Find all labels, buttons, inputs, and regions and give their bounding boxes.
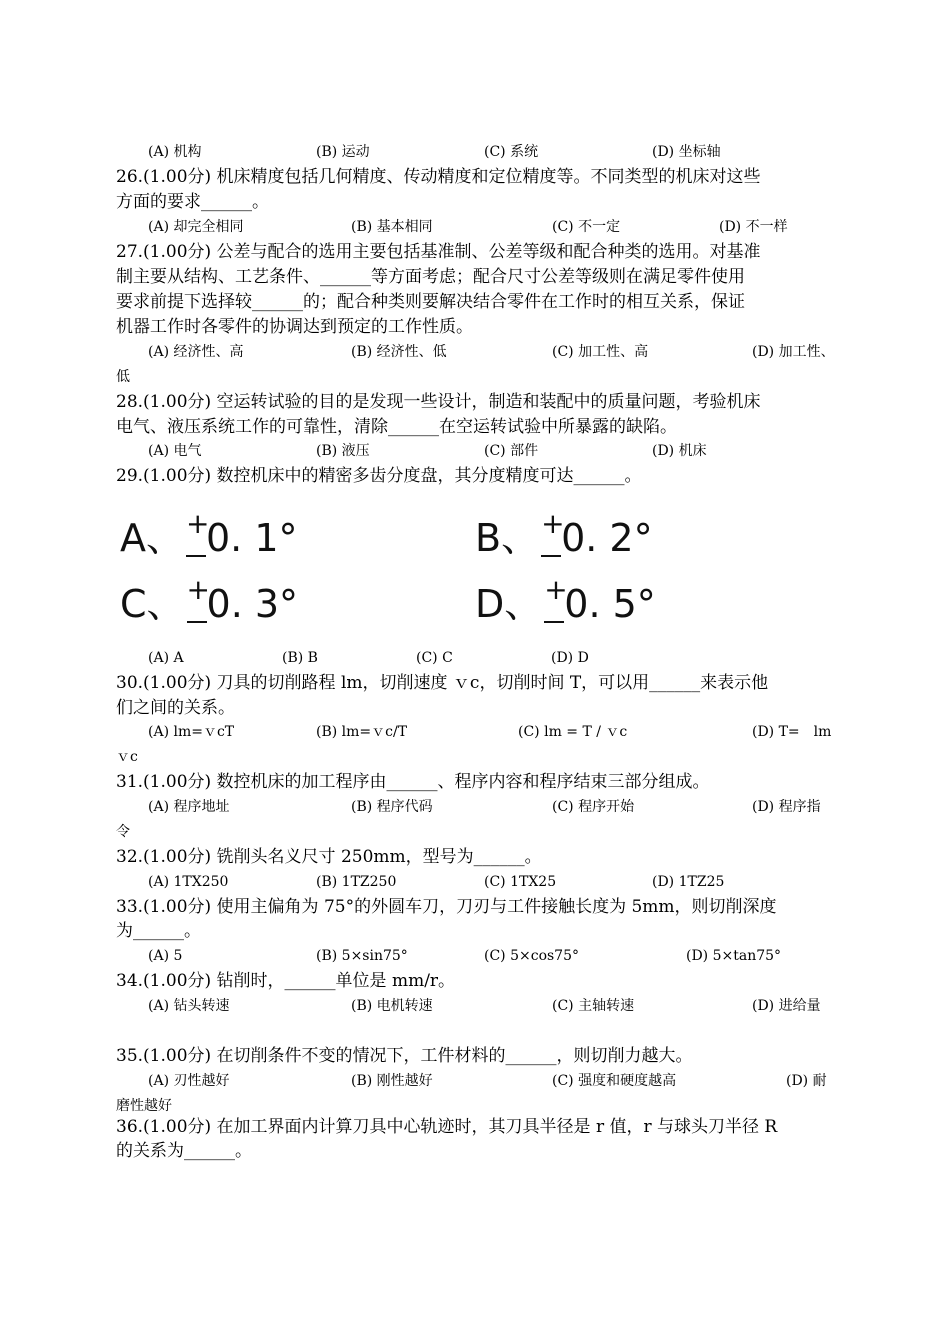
option-c: (C) 强度和硬度越高: [552, 1073, 677, 1089]
option-a: (A) 刃性越好: [148, 1073, 230, 1089]
q27-text-line-4: 机器工作时各零件的协调达到预定的工作性质。: [116, 317, 473, 337]
option-c: (C) 部件: [484, 443, 539, 459]
q32-text-line-1: 32.(1.00分) 铣削头名义尺寸 250mm，型号为______。: [116, 847, 542, 867]
option-c: (C) 5×cos75°: [484, 948, 579, 964]
option-c: (C) 程序开始: [552, 799, 635, 815]
option-d: (D) D: [551, 650, 589, 666]
option-b: (B) 5×sin75°: [316, 948, 408, 964]
figure-option-d: [475, 573, 656, 626]
q34-options: [116, 996, 846, 1016]
option-d: (D) 耐: [786, 1073, 827, 1089]
option-c: (C) C: [416, 650, 453, 666]
option-d: (D) 不一样: [719, 219, 788, 235]
option-b: (B) 电机转速: [351, 998, 433, 1014]
option-d: (D) T= lm: [752, 724, 832, 740]
q29-figure: [120, 505, 680, 635]
option-b: (B) lm=ｖc/T: [316, 724, 408, 740]
option-c: (C) 主轴转速: [552, 998, 635, 1014]
figure-label: A、: [120, 516, 184, 560]
q29-text-line-1: 29.(1.00分) 数控机床中的精密多齿分度盘，其分度精度可达______。: [116, 466, 642, 486]
q33-text-line-2: 为______。: [116, 921, 201, 941]
option-d: (D) 加工性、: [752, 344, 835, 360]
q31-options: [116, 797, 846, 817]
option-a: (A) 电气: [148, 443, 202, 459]
q26-text-line-1: 26.(1.00分) 机床精度包括几何精度、传动精度和定位精度等。不同类型的机床对这些: [116, 167, 761, 187]
option-c: (C) lm = T / ｖc: [518, 724, 628, 740]
q30-text-line-1: 30.(1.00分) 刀具的切削路程 lm，切削速度 ｖc，切削时间 T，可以用______来表示他: [116, 673, 769, 693]
figure-value: 0. 1°: [206, 516, 298, 560]
figure-label: B、: [475, 516, 540, 560]
q29-options: [116, 648, 846, 668]
q32-options: [116, 872, 846, 892]
q33-options: [116, 946, 846, 966]
plus-minus-icon: +: [185, 585, 207, 623]
q26-text-line-2: 方面的要求______。: [116, 192, 269, 212]
option-b: (B) 1TZ250: [316, 874, 397, 890]
q25-options: [116, 142, 846, 162]
q28-options: [116, 441, 846, 461]
figure-label: C、: [120, 582, 185, 626]
figure-value: 0. 2°: [561, 516, 653, 560]
q26-options: [116, 217, 846, 237]
option-a: (A) 5: [148, 948, 183, 964]
q28-text-line-1: 28.(1.00分) 空运转试验的目的是发现一些设计，制造和装配中的质量问题，考验机床: [116, 392, 761, 412]
option-d: (D) 1TZ25: [652, 874, 725, 890]
option-d: (D) 5×tan75°: [686, 948, 782, 964]
option-c: (C) 系统: [484, 144, 539, 160]
q30-option-d-continued: ｖc: [116, 749, 138, 765]
option-a: (A) 1TX250: [148, 874, 229, 890]
q36-text-line-1: 36.(1.00分) 在加工界面内计算刀具中心轨迹时，其刀具半径是 r 值，r 与球头刀半径 R: [116, 1117, 778, 1137]
option-a: (A) 却完全相同: [148, 219, 244, 235]
q27-option-d-continued: 低: [116, 369, 130, 385]
plus-minus-icon: +: [184, 519, 206, 557]
q31-option-d-continued: 令: [116, 824, 130, 840]
option-a: (A) 机构: [148, 144, 202, 160]
q31-text-line-1: 31.(1.00分) 数控机床的加工程序由______、程序内容和程序结束三部分组成。: [116, 772, 710, 792]
figure-option-b: [475, 507, 653, 560]
option-d: (D) 机床: [652, 443, 707, 459]
option-c: (C) 不一定: [552, 219, 621, 235]
figure-value: 0. 3°: [206, 582, 299, 626]
option-a: (A) 程序地址: [148, 799, 230, 815]
plus-minus-icon: +: [542, 585, 564, 623]
q36-text-line-2: 的关系为______。: [116, 1141, 252, 1161]
q35-text-line-1: 35.(1.00分) 在切削条件不变的情况下，工件材料的______，则切削力越大。: [116, 1046, 693, 1066]
option-b: (B) 基本相同: [351, 219, 433, 235]
q28-text-line-2: 电气、液压系统工作的可靠性，清除______在空运转试验中所暴露的缺陷。: [116, 417, 677, 437]
option-b: (B) 程序代码: [351, 799, 433, 815]
option-d: (D) 程序指: [752, 799, 821, 815]
q33-text-line-1: 33.(1.00分) 使用主偏角为 75°的外圆车刀，刀刃与工件接触长度为 5mm，则切削深度: [116, 897, 777, 917]
option-a: (A) A: [148, 650, 184, 666]
figure-option-a: [120, 507, 298, 560]
q35-options: [116, 1071, 846, 1091]
q27-text-line-2: 制主要从结构、工艺条件、______等方面考虑；配合尺寸公差等级则在满足零件使用: [116, 267, 745, 287]
option-a: (A) 经济性、高: [148, 344, 244, 360]
option-b: (B) 经济性、低: [351, 344, 447, 360]
q35-option-d-continued: 磨性越好: [116, 1098, 172, 1114]
q30-options: [116, 722, 846, 742]
option-b: (B) 运动: [316, 144, 370, 160]
q34-text-line-1: 34.(1.00分) 钻削时，______单位是 mm/r。: [116, 971, 456, 991]
option-d: (D) 坐标轴: [652, 144, 721, 160]
option-b: (B) 刚性越好: [351, 1073, 433, 1089]
figure-value: 0. 5°: [564, 582, 656, 626]
plus-minus-icon: +: [539, 519, 561, 557]
option-b: (B) B: [282, 650, 318, 666]
figure-label: D、: [475, 582, 543, 626]
q30-text-line-2: 们之间的关系。: [116, 698, 235, 718]
option-c: (C) 加工性、高: [552, 344, 649, 360]
q27-text-line-3: 要求前提下选择较______的；配合种类则要解决结合零件在工作时的相互关系，保证: [116, 292, 745, 312]
option-d: (D) 进给量: [752, 998, 821, 1014]
option-b: (B) 液压: [316, 443, 370, 459]
option-c: (C) 1TX25: [484, 874, 557, 890]
figure-option-c: [120, 573, 299, 626]
option-a: (A) lm=ｖcT: [148, 724, 235, 740]
option-a: (A) 钻头转速: [148, 998, 230, 1014]
q27-options: [116, 342, 846, 362]
q27-text-line-1: 27.(1.00分) 公差与配合的选用主要包括基准制、公差等级和配合种类的选用。对基准: [116, 242, 761, 262]
